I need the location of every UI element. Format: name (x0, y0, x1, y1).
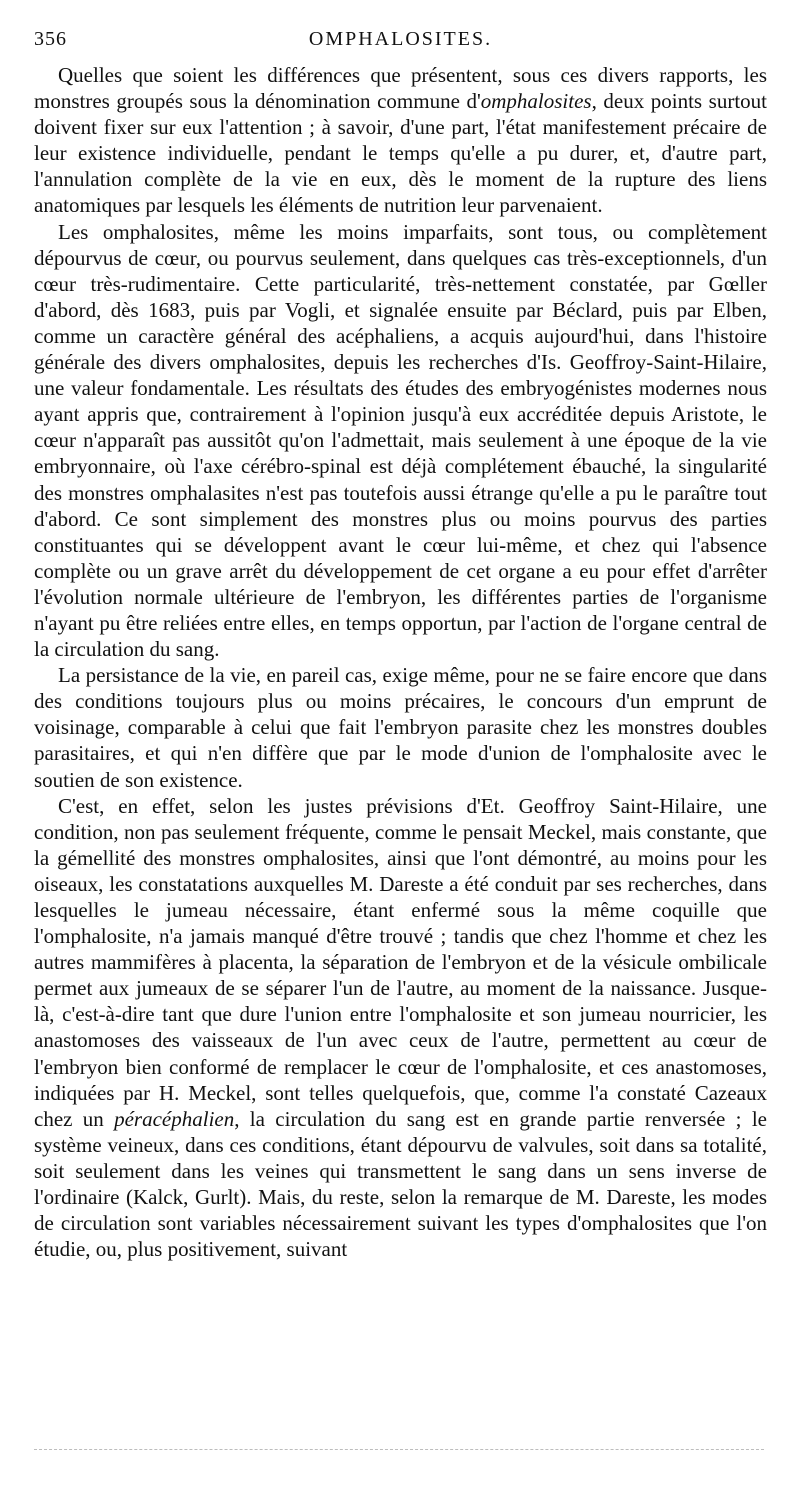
text-segment: Quelles que soient les différences que présentent, sous ces divers rapports, les monstres groupés sous la dénomination commune d' (34, 63, 767, 114)
paragraph-1 (34, 62, 767, 219)
paragraph-4 (34, 793, 767, 1263)
italic-term-omphalosites: omphalosites (480, 89, 592, 114)
book-page (34, 28, 767, 1262)
running-head (34, 28, 767, 56)
running-title: OMPHALOSITES. (308, 28, 493, 50)
text-segment: La persistance de la vie, en pareil cas, exige même, pour ne se faire encore que dans des conditions toujours plus ou moins précaires, le concours d'un emprunt de voisinage, comparable à celui que fait l'embryon parasite chez les monstres doubles parasitaires, et qui n'en diffère que par le mode d'union de l'omphalosite avec le soutien de son existence. (34, 663, 767, 792)
body-text (34, 62, 767, 1262)
italic-term-peracephalien: péracéphalien (114, 1106, 235, 1131)
text-segment: Les omphalosites, même les moins imparfaits, sont tous, ou complètement dépourvus de cœur, ou pourvus seulement, dans quelques cas très-exceptionnels, d'un cœur très-rudimentaire. Cette particularité, très-nettement constatée, par Gœller d'abord, dès 1683, puis par Vogli, et signalée ensuite par Béclard, puis par Elben, comme un caractère général des acéphaliens, a acquis aujourd'hui, dans l'histoire générale des divers omphalosites, depuis les recherches d'Is. Geoffroy-Saint-Hilaire, une valeur fondamentale. Les résultats des études des embryogénistes modernes nous ayant appris que, contrairement à l'opinion jusqu'à eux accréditée depuis Aristote, le cœur n'apparaît pas aussitôt qu'on l'admettait, mais seulement à une époque de la vie embryonnaire, où l'axe cérébro-spinal est déjà complétement ébauché, la singularité des monstres omphalasites n'est pas toutefois aussi étrange qu'elle a pu le paraître tout d'abord. Ce sont simplement des monstres plus ou moins pourvus des parties constituantes qui se développent avant le cœur lui-même, et chez qui l'absence complète ou un grave arrêt du développement de cet organe a eu pour effet d'arrêter l'évolution normale ultérieure de l'embryon, les différentes parties de l'organisme n'ayant pu être reliées entre elles, en temps opportun, par l'action de l'organe central de la circulation du sang. (34, 219, 767, 662)
text-segment: C'est, en effet, selon les justes prévisions d'Et. Geoffroy Saint-Hilaire, une condition, non pas seulement fréquente, comme le pensait Meckel, mais constante, que la gémellité des monstres omphalosites, ainsi que l'ont démontré, au moins pour les oiseaux, les constatations auxquelles M. Dareste a été conduit par ses recherches, dans lesquelles le jumeau nécessaire, étant enfermé sous la même coquille que l'omphalosite, n'a jamais manqué d'être trouvé ; tandis que chez l'homme et chez les autres mammifères à placenta, la séparation de l'embryon et de la vésicule ombilicale permet aux jumeaux de se séparer l'un de l'autre, au moment de la naissance. Jusque-là, c'est-à-dire tant que dure l'union entre l'omphalosite et son jumeau nourricier, les anastomoses des vaisseaux de l'un avec ceux de l'autre, permettent au cœur de l'embryon bien conformé de remplacer le cœur de l'omphalosite, et ces anastomoses, indiquées par H. Meckel, sont telles quelquefois, que, comme l'a constaté Cazeaux chez un (34, 793, 767, 1131)
page-number: 356 (34, 28, 67, 50)
paragraph-2 (34, 219, 767, 663)
paragraph-3 (34, 662, 767, 792)
text-segment: , la circulation du sang est en grande partie renversée ; le système veineux, dans ces conditions, étant dépourvu de valvules, soit dans sa totalité, soit seulement dans les veines qui transmettent le sang dans un sens inverse de l'ordinaire (Kalck, Gurlt). Mais, du reste, selon la remarque de M. Dareste, les modes de circulation sont variables nécessairement suivant les types d'omphalosites que l'on étudie, ou, plus positivement, suivant (34, 1106, 767, 1262)
footer-rule (34, 1449, 764, 1452)
text-segment: , deux points surtout doivent fixer sur eux l'attention ; à savoir, d'une part, l'état manifestement précaire de leur existence individuelle, pendant le temps qu'elle a pu durer, et, d'autre part, l'annulation complète de la vie en eux, dès le moment de la rupture des liens anatomiques par lesquels les éléments de nutrition leur parvenaient. (34, 89, 767, 218)
